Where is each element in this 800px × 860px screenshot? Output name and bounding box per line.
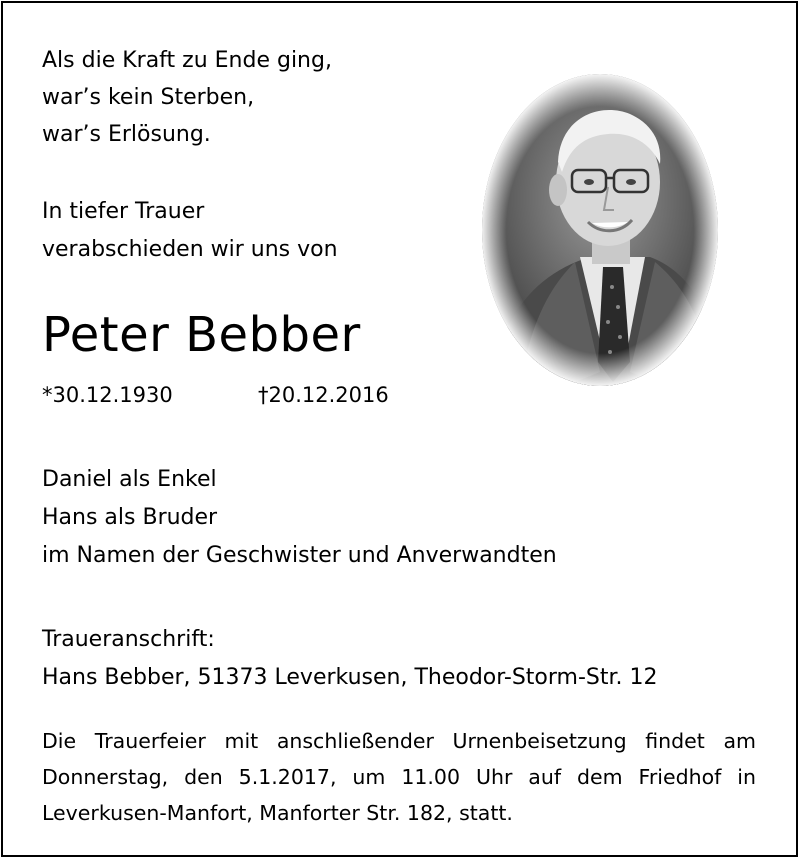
deceased-name: Peter Bebber [42,307,361,363]
service-line: Leverkusen-Manfort, Manforter Str. 182, statt. [42,801,513,825]
death-date: †20.12.2016 [258,383,389,407]
service-info [42,723,756,831]
mourner-line: Hans als Bruder [42,505,218,530]
address-label: Traueranschrift: [42,627,215,652]
poem-line: war’s kein Sterben, [42,85,255,110]
mourner-line: Daniel als Enkel [42,467,217,492]
service-line: Donnerstag, den 5.1.2017, um 11.00 Uhr auf dem Friedhof in [42,765,756,789]
intro [42,193,338,269]
intro-line: verabschieden wir uns von [42,237,338,262]
service-line: Die Trauerfeier mit anschließender Urnenbeisetzung findet am [42,729,756,753]
mourner-line: im Namen der Geschwister und Anverwandten [42,543,557,568]
poem-line: war’s Erlösung. [42,122,211,147]
portrait-photo [480,72,720,388]
mourners [42,461,557,575]
poem [42,42,332,153]
intro-line: In tiefer Trauer [42,199,205,224]
birth-date: *30.12.1930 [42,383,173,407]
poem-line: Als die Kraft zu Ende ging, [42,48,332,73]
address-text: Hans Bebber, 51373 Leverkusen, Theodor-Storm-Str. 12 [42,665,658,690]
